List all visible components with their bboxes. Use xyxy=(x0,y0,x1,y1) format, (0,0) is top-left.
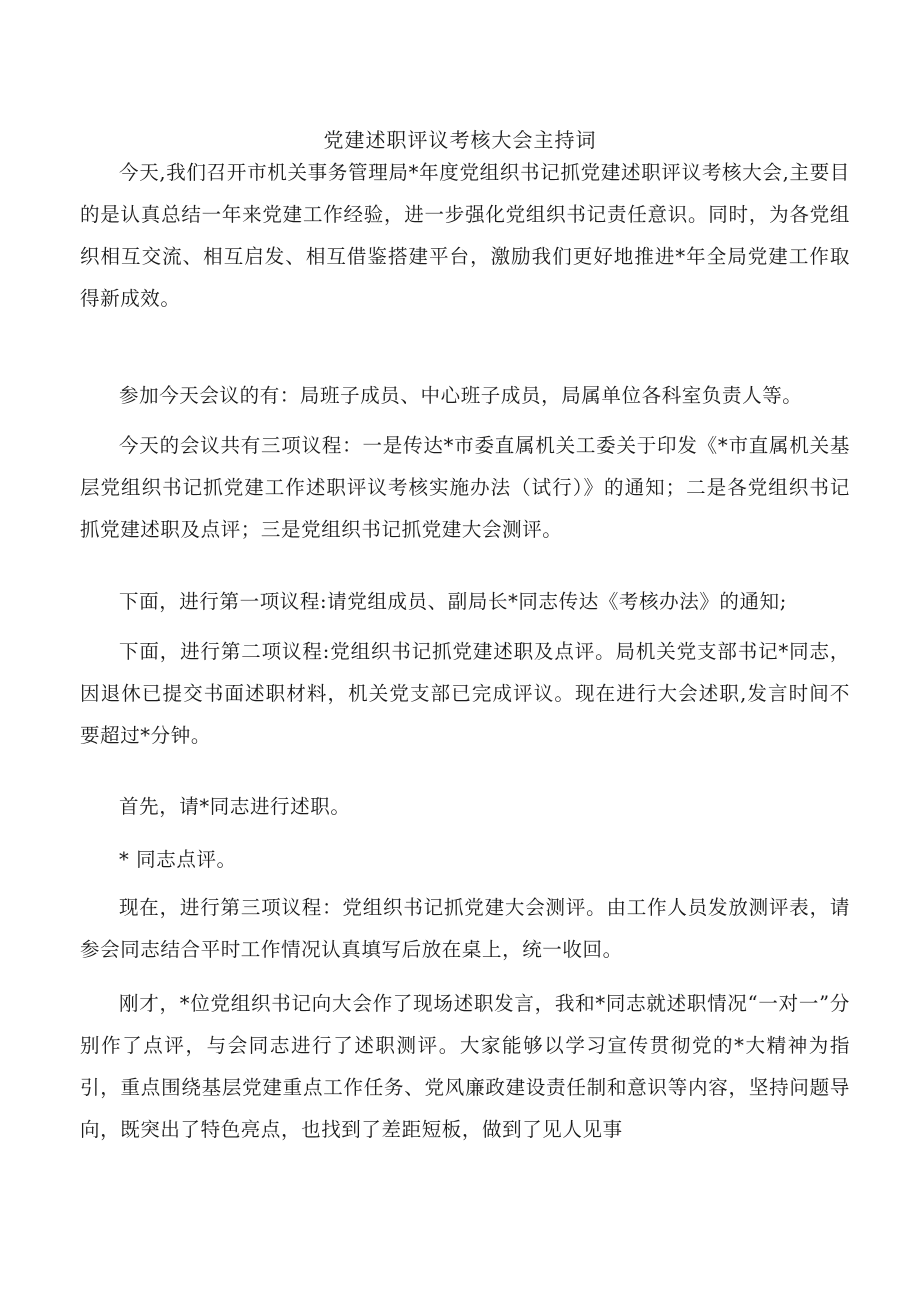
paragraph-agenda-item-3: 现在，进行第三项议程：党组织书记抓党建大会测评。由工作人员发放测评表，请参会同志结合平时工作情况认真填写后放在桌上，统一收回。 xyxy=(80,896,850,961)
paragraph-agenda: 今天的会议共有三项议程：一是传达*市委直属机关工委关于印发《*市直属机关基层党组织书记抓党建工作述职评议考核实施办法（试行）》的通知；二是各党组织书记抓党建述职及点评；三是党组织书记抓党建大会测评。 xyxy=(80,434,850,541)
document-title: 党建述职评议考核大会主持词 xyxy=(323,128,597,152)
paragraph-summary: 刚才，*位党组织书记向大会作了现场述职发言，我和*同志就述职情况“一对一”分别作了点评，与会同志进行了述职测评。大家能够以学习宣传贯彻党的*大精神为指引，重点围绕基层党建重点工作任务、党风廉政建设责任制和意识等内容，坚持问题导向，既突出了特色亮点，也找到了差距短板，做到了见人见事 xyxy=(80,992,850,1141)
paragraph-first-speaker: 首先，请*同志进行述职。 xyxy=(119,795,351,818)
paragraph-agenda-item-1: 下面，进行第一项议程:请党组成员、副局长*同志传达《考核办法》的通知; xyxy=(119,590,787,613)
paragraph-opening: 今天,我们召开市机关事务管理局*年度党组织书记抓党建述职评议考核大会,主要目的是认真总结一年来党建工作经验，进一步强化党组织书记责任意识。同时，为各党组织相互交流、相互启发、相互借鉴搭建平台，激励我们更好地推进*年全局党建工作取得新成效。 xyxy=(80,161,850,310)
paragraph-attendees: 参加今天会议的有：局班子成员、中心班子成员，局属单位各科室负责人等。 xyxy=(119,384,803,407)
paragraph-agenda-item-2: 下面，进行第二项议程:党组织书记抓党建述职及点评。局机关党支部书记*同志，因退休已提交书面述职材料，机关党支部已完成评议。现在进行大会述职,发言时间不要超过*分钟。 xyxy=(80,640,850,747)
paragraph-comment: * 同志点评。 xyxy=(119,848,237,871)
